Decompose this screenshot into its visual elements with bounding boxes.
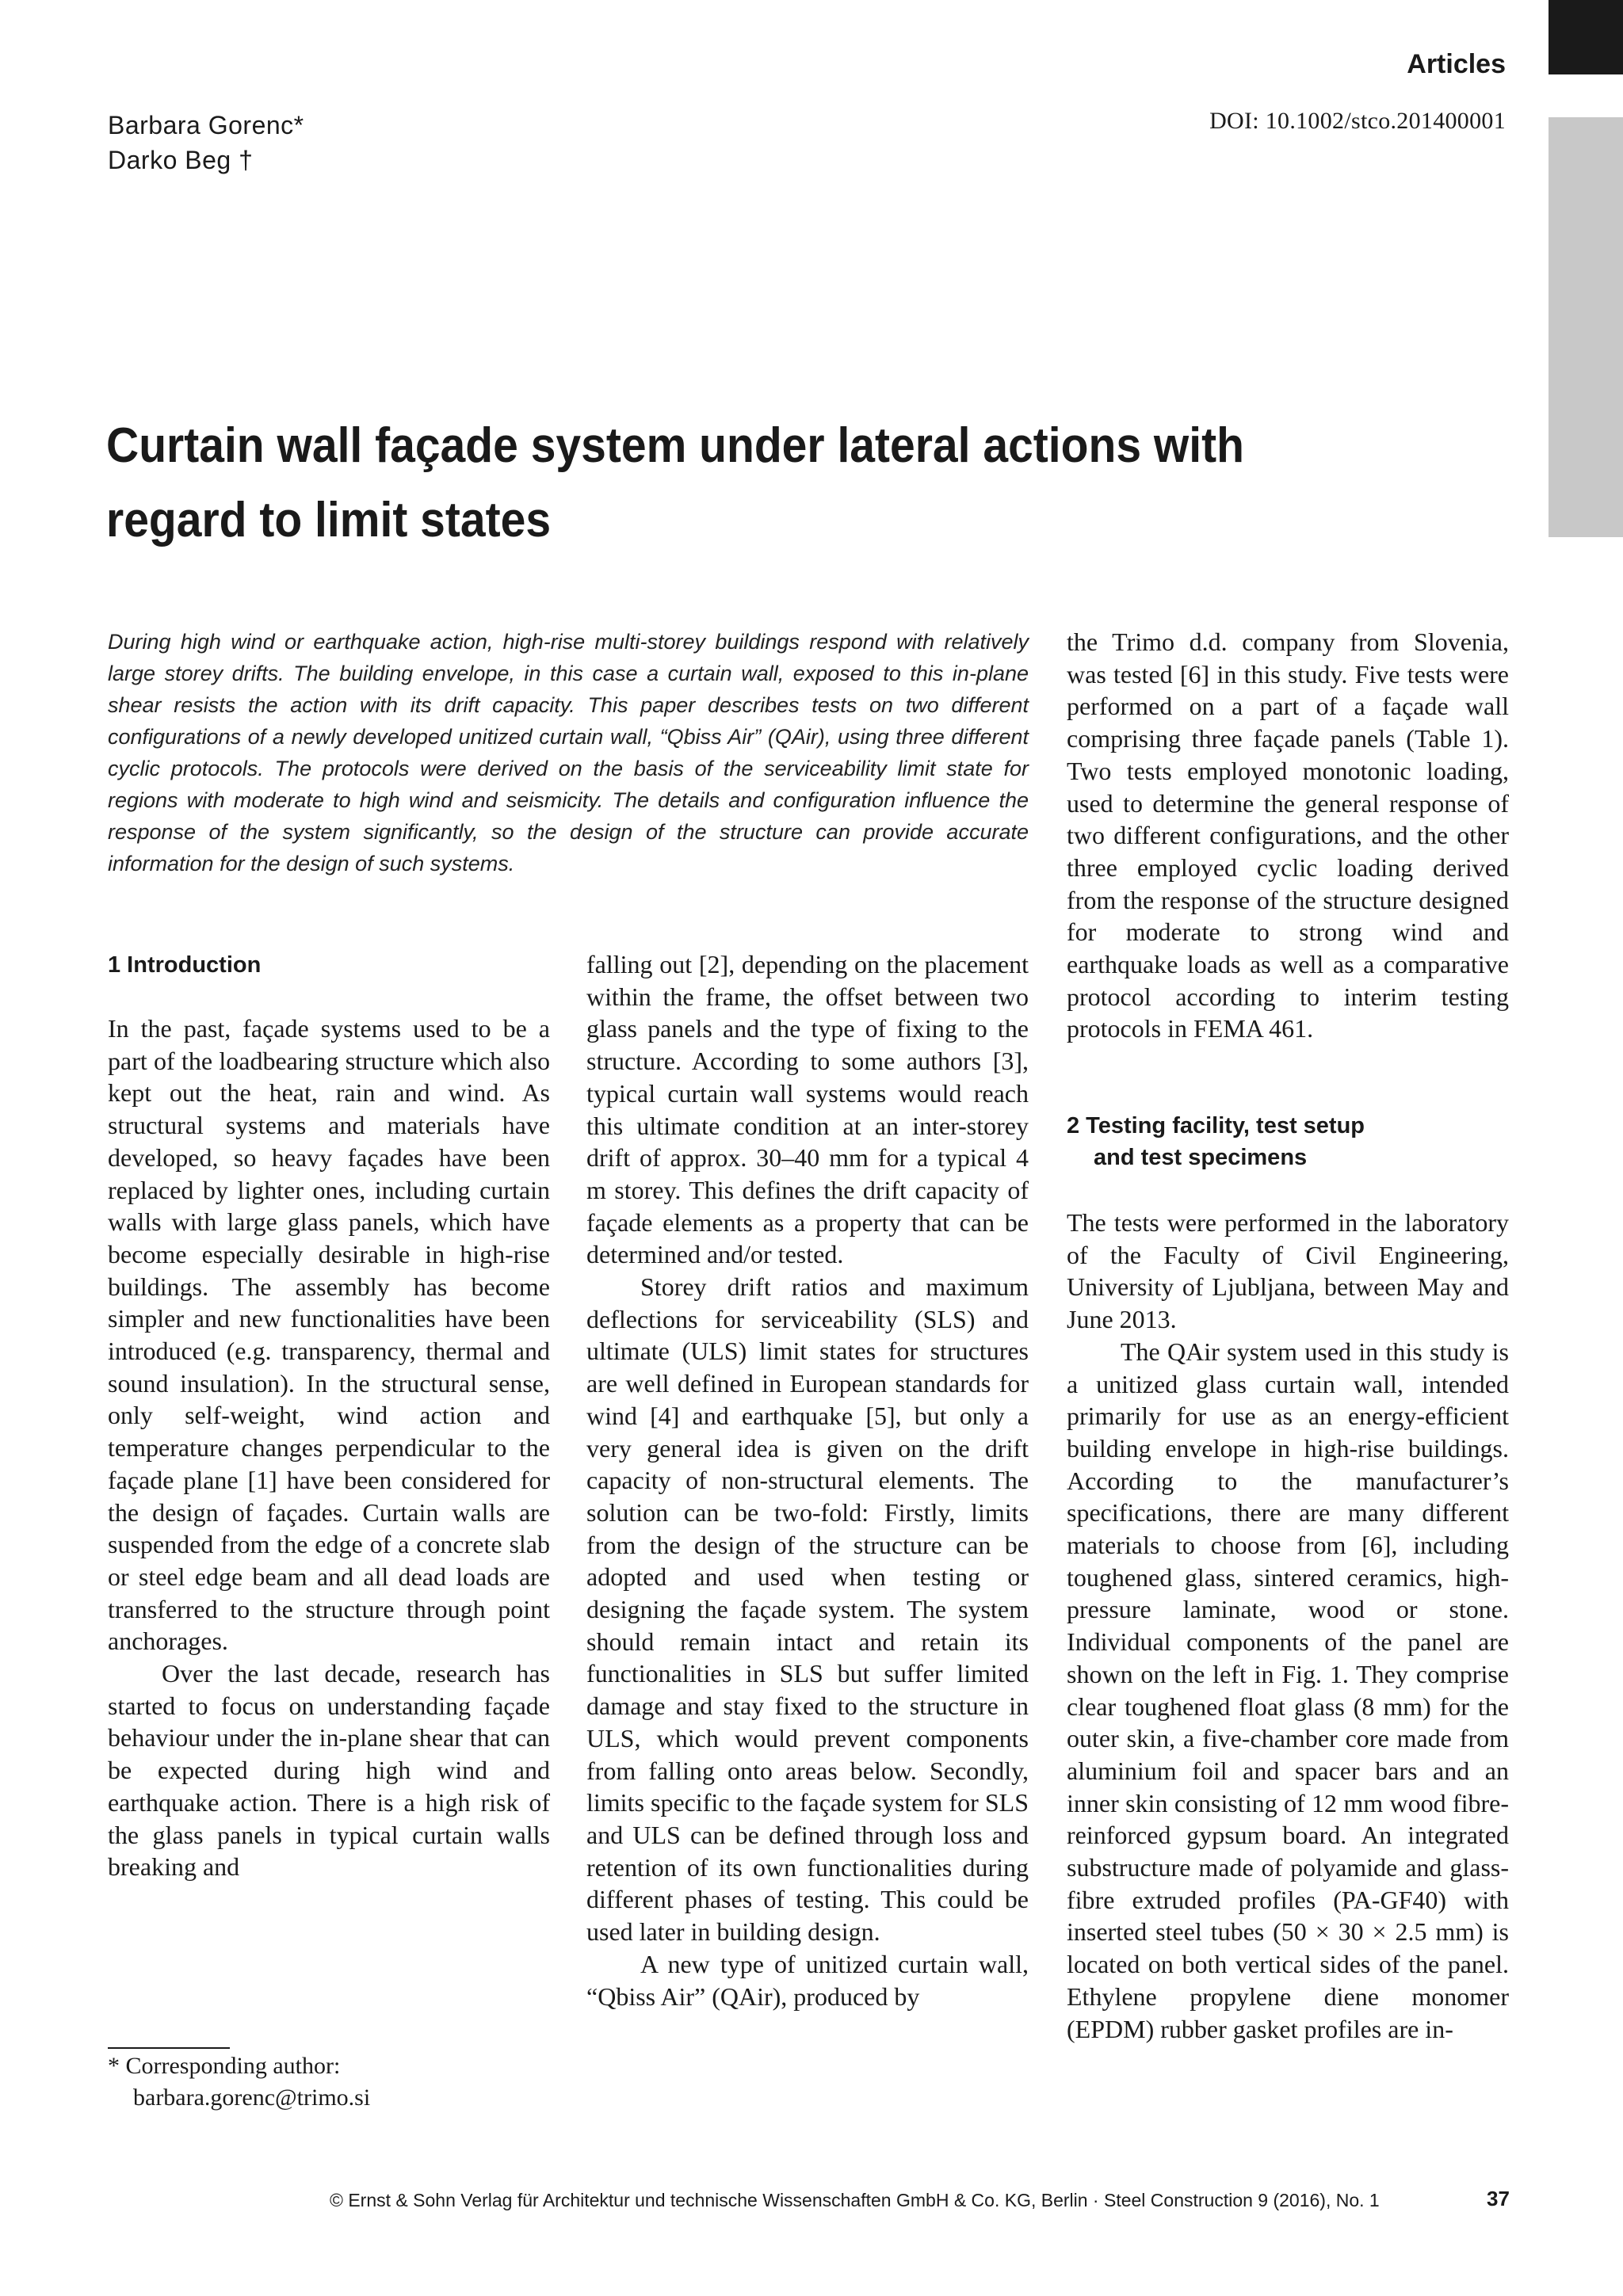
footnote-label: * Corresponding author:	[108, 2053, 341, 2079]
section-label: Articles	[1407, 49, 1506, 79]
abstract-text: During high wind or earthquake action, high-rise multi-storey buildings respond with relatively large storey drifts. The building envelope, in this case a curtain wall, exposed to this in-plane shear resists the action with its drift capacity. This paper describes tests on two different configurations of a newly developed unitized curtain wall, “Qbiss Air” (QAir), using three different cyclic protocols. The protocols were derived on the basis of the serviceability limit state for regions with moderate to high wind and seismicity. The details and configuration influence the response of the system significantly, so the design of the structure can provide accurate information for the design of such systems.	[108, 630, 1029, 875]
section-heading-testing-facility	[1067, 1110, 1365, 1173]
paragraph: Over the last decade, research has started to focus on understanding façade behaviour under the in-plane shear that can be expected during high wind and earthquake action. There is a high risk of the glass panels in typical curtain walls breaking and	[108, 1659, 550, 1882]
paragraph: falling out [2], depending on the placement within the frame, the offset between two glass panels and the type of fixing to the structure. According to some authors [3], typical curtain wall systems would reach this ultimate condition at an inter-storey drift of approx. 30–40 mm for a typical 4 m storey. This defines the drift capacity of façade elements as a property that can be determined and/or tested.	[586, 950, 1029, 1269]
footnote-divider	[108, 2047, 230, 2049]
heading-line: and test specimens	[1094, 1145, 1308, 1170]
doi: DOI: 10.1002/stco.201400001	[1209, 108, 1506, 134]
paragraph: Storey drift ratios and maximum deflections for serviceability (SLS) and ultimate (ULS) limit states for structures are well defined in European standards for wind [4] and earthquake [5], but only a very general idea is given on the drift capacity of non-structural elements. The solution can be two-fold: Firstly, limits from the design of the structure can be adopted and used when testing or designing the façade system. The system should remain intact and retain its functionalities in SLS but suffer limited damage and stay fixed to the structure in ULS, which would prevent components from falling onto areas below. Secondly, limits specific to the façade system for SLS and ULS can be defined through loss and retention of its own functionalities during different phases of testing. This could be used later in building design.	[586, 1272, 1029, 1947]
paragraph: The tests were performed in the laboratory of the Faculty of Civil Engineering, University of Ljubljana, between May and June 2013.	[1067, 1208, 1509, 1334]
body-column-3	[1067, 626, 1509, 1045]
heading-line: 2 Testing facility, test setup	[1067, 1113, 1365, 1138]
body-column-3-section-2	[1067, 1207, 1509, 2045]
abstract	[108, 626, 1029, 879]
author-name: Darko Beg †	[108, 146, 254, 174]
body-column-2	[586, 948, 1029, 2012]
footnote-email: barbara.gorenc@trimo.si	[133, 2084, 371, 2111]
page-footer: © Ernst & Sohn Verlag für Architektur und technische Wissenschaften GmbH & Co. KG, Berlin · Steel Construction 9 (2016), No. 1	[330, 2190, 1380, 2210]
paragraph: A new type of unitized curtain wall, “Qbiss Air” (QAir), produced by	[586, 1949, 1029, 2011]
paragraph: the Trimo d.d. company from Slovenia, was tested [6] in this study. Five tests were performed on a part of a façade wall comprising three façade panels (Table 1). Two tests employed monotonic loading, used to determine the general response of two different configurations, and the other three employed cyclic loading derived from the response of the structure designed for moderate to strong wind and earthquake loads as well as a comparative protocol according to interim testing protocols in FEMA 461.	[1067, 627, 1509, 1043]
article-title: Curtain wall façade system under lateral actions with regard to limit states	[106, 418, 1244, 547]
author-list	[108, 108, 304, 177]
page-number: 37	[1487, 2187, 1510, 2210]
paragraph: In the past, façade systems used to be a part of the loadbearing structure which also kept out the heat, rain and wind. As structural systems and materials have developed, so heavy façades have been replaced by lighter ones, including curtain walls with large glass panels, which have become especially desirable in high-rise buildings. The assembly has become simpler and new functionalities have been introduced (e.g. transparency, thermal and sound insulation). In the structural sense, only self-weight, wind action and temperature changes perpendicular to the façade plane [1] have been considered for the design of façades. Curtain walls are suspended from the edge of a concrete slab or steel edge beam and all dead loads are transferred to the structure through point anchorages.	[108, 1014, 550, 1656]
section-tab-indicator	[1549, 117, 1623, 537]
paragraph: The QAir system used in this study is a unitized glass curtain wall, intended primarily for use as an energy-efficient building envelope in high-rise buildings. According to the manufacturer’s specifications, there are many different materials to choose from [6], including toughened glass, sintered ceramics, high-pressure laminate, wood or stone. Individual components of the panel are shown on the left in Fig. 1. They comprise clear toughened float glass (8 mm) for the outer skin, a five-chamber core made from aluminium foil and spacer bars and an inner skin consisting of 12 mm wood fibre-reinforced gypsum board. An integrated substructure made of polyamide and glass-fibre extruded profiles (PA-GF40) with inserted steel tubes (50 × 30 × 2.5 mm) is located on both vertical sides of the panel. Ethylene propylene diene monomer (EPDM) rubber gasket profiles are in-	[1067, 1337, 1509, 2043]
body-column-1	[108, 1013, 550, 1883]
author-name: Barbara Gorenc*	[108, 111, 304, 139]
footnote	[108, 2050, 370, 2114]
section-tab-marker	[1549, 0, 1623, 74]
section-heading-introduction: 1 Introduction	[108, 952, 262, 978]
